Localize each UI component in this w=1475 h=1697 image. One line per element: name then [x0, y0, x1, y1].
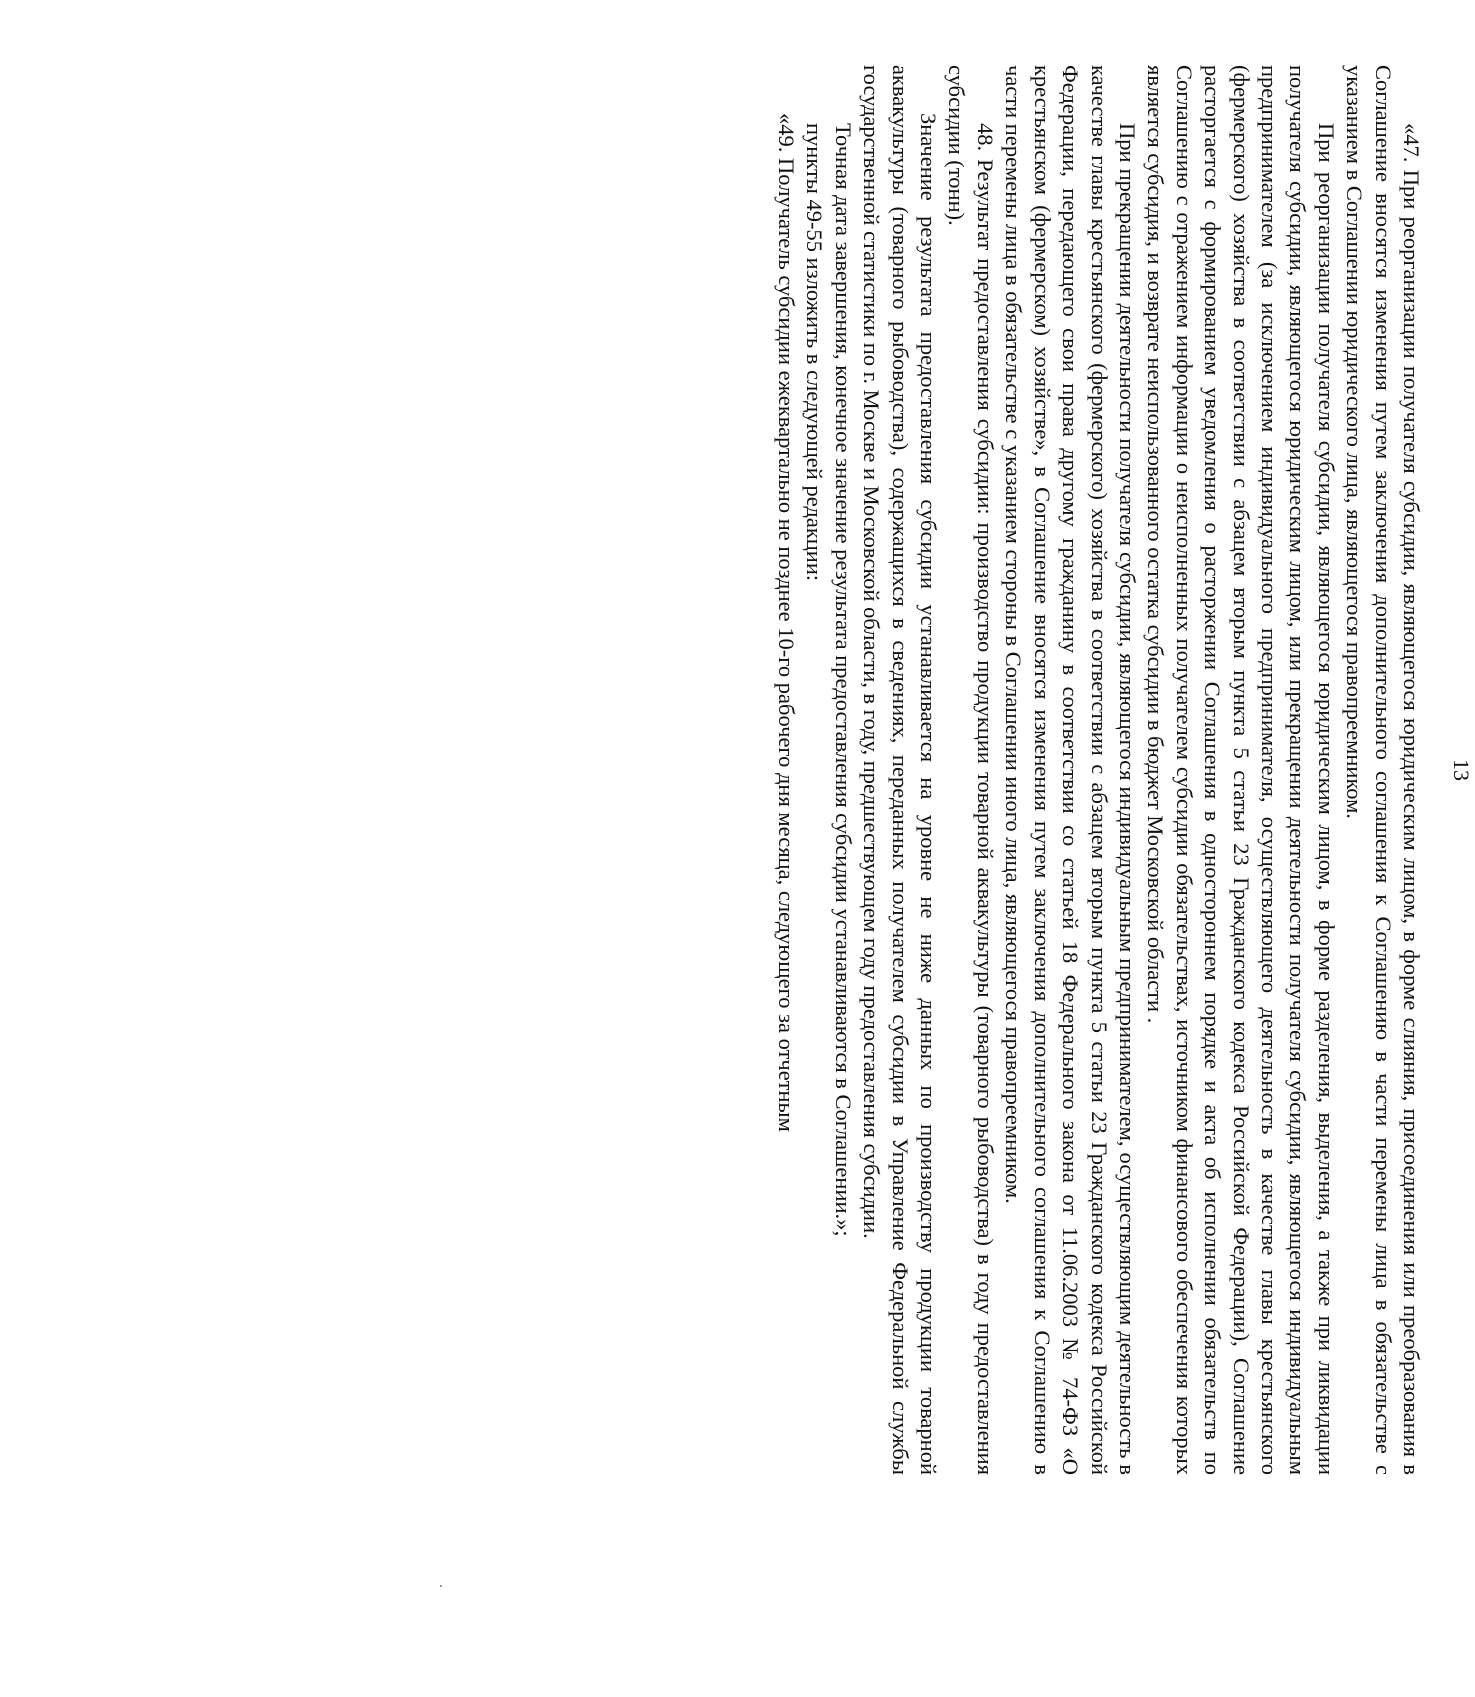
paragraph-48-result: 48. Результат предоставления субсидии: производство продукции товарной аквакультуры (товарного рыбоводства) в году предоставления субсидии (тонн). [944, 65, 998, 1475]
scan-speck [440, 1585, 442, 1587]
paragraph-49: «49. Получатель субсидии ежеквартально не позднее 10-го рабочего дня месяца, следующего за отчетным [774, 113, 800, 1132]
paragraph-exact-date: Точная дата завершения, конечное значение результата предоставления субсидии устанавливаются в Соглашении.»; [830, 123, 856, 1237]
paragraph-result-value: Значение результата предоставления субсидии устанавливается на уровне не ниже данных по производству продукции товарной аквакультуры (товарного рыбоводства), содержащихся в сведениях, переданных получателем субсидии в Управление Федеральной службы государственной статистики по г. Москве и Московской области, в году, предшествующем году предоставления субсидии. [859, 65, 942, 1475]
document-body [772, 65, 1425, 1475]
paragraph-47: «47. При реорганизации получателя субсидии, являющегося юридическим лицом, в форме слияния, присоединения или преобразования в Соглашение вносятся изменения путем заключения дополнительного соглашения к Соглашению в части перемены лица в обязательстве с указанием в Соглашении юридического лица, являющегося правопреемником. [1342, 65, 1424, 1475]
paragraph-termination-farm: При прекращении деятельности получателя субсидии, являющегося индивидуальным предпринимателем, осуществляющим деятельность в качестве главы крестьянского (фермерского) хозяйства в соответствии с абзацем вторым пункта 5 статьи 23 Гражданского кодекса Российской Федерации, передающего свои права другому гражданину в соответствии со статьей 18 Федерального закона от 11.06.2003 № 74-ФЗ «О крестьянском (фермерском) хозяйстве», в Соглашение вносятся изменения путем заключения дополнительного соглашения к Соглашению в части перемены лица в обязательстве с указанием стороны в Соглашении иного лица, являющегося правопреемником. [1001, 65, 1140, 1475]
paragraph-points-49-55: пункты 49-55 изложить в следующей редакции: [802, 123, 828, 582]
rotated-page-content [640, 65, 1475, 1475]
paragraph-reorganization-division: При реорганизации получателя субсидии, являющегося юридическим лицом, в форме разделения, выделения, а также при ликвидации получателя субсидии, являющегося юридическим лицом, или прекращении деятельности получателя субсидии, являющегося индивидуальным предпринимателем (за исключением индивидуального предпринимателя, осуществляющего деятельность в качестве главы крестьянского (фермерского) хозяйства в соответствии с абзацем вторым пункта 5 статьи 23 Гражданского кодекса Российской Федерации), Соглашение расторгается с формированием уведомления о расторжении Соглашения в одностороннем порядке и акта об исполнении обязательств по Соглашению с отражением информации о неисполненных получателем субсидии обязательствах, источником финансового обеспечения которых является субсидия, и возврате неиспользованного остатка субсидии в бюджет Московской области . [1143, 65, 1339, 1475]
page-number: 13 [1449, 759, 1474, 781]
